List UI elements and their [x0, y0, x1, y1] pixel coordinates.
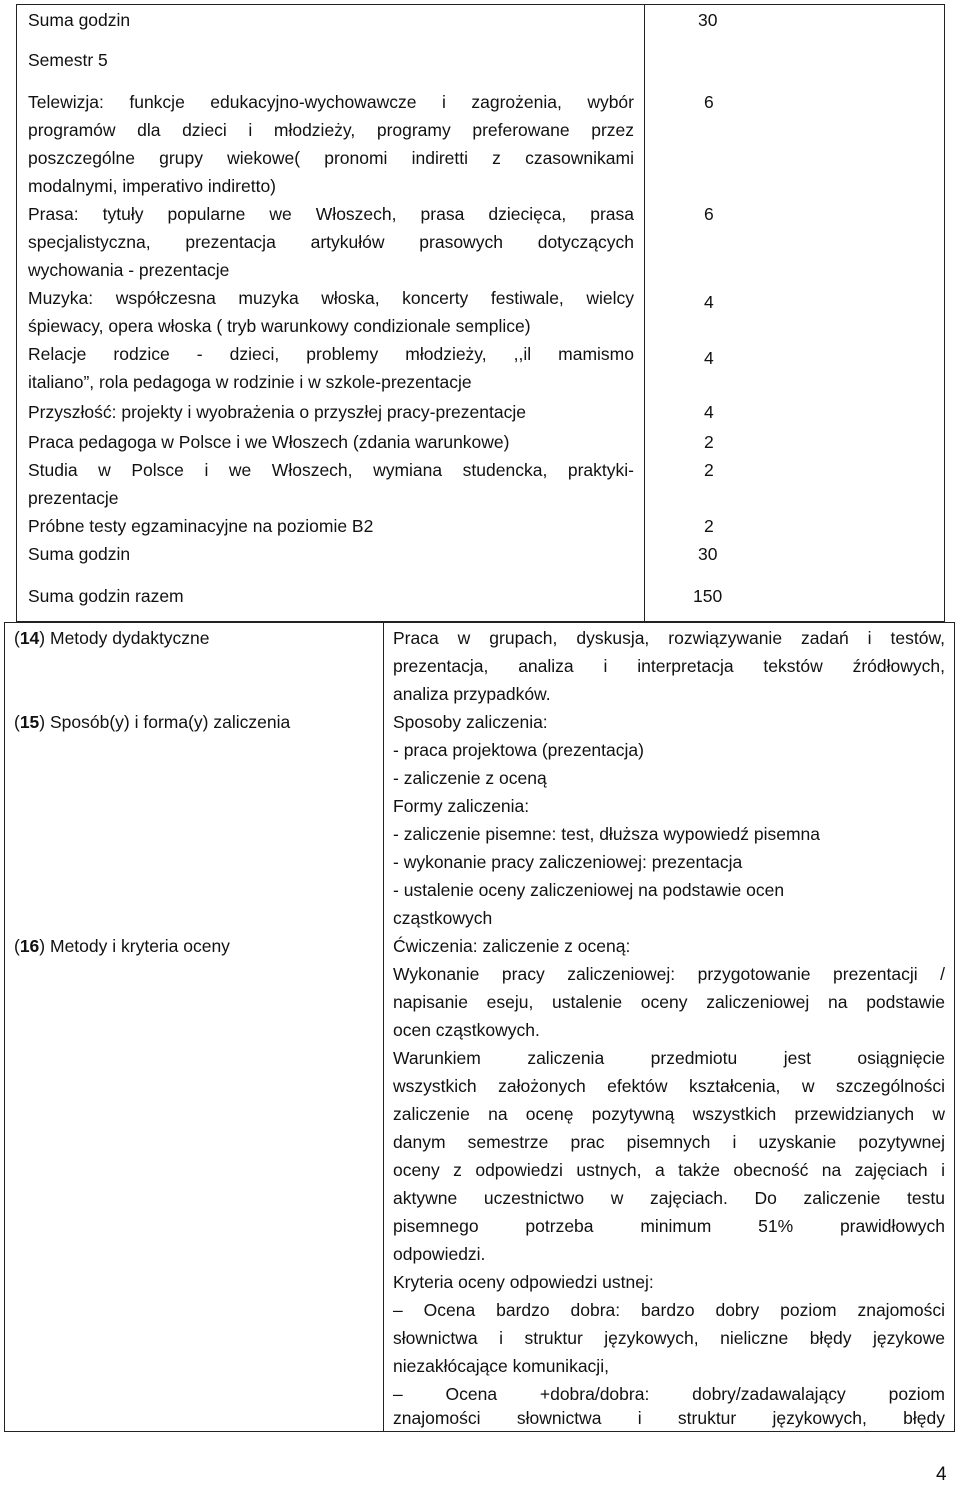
row-label: italiano”, rola pedagoga w rodzinie i w szkole-prezentacje — [28, 372, 472, 392]
section-text: aktywne uczestnictwo w zajęciach. Do zaliczenie testu — [393, 1188, 945, 1208]
row-hours: 4 — [704, 402, 714, 422]
row-hours: 4 — [704, 348, 714, 368]
top-table-border-left — [16, 4, 17, 622]
section-text: Warunkiem zaliczenia przedmiotu jest osiągnięcie — [393, 1048, 945, 1068]
row-label: specjalistyczna, prezentacja artykułów prasowych dotyczących — [28, 232, 634, 252]
row-label: Próbne testy egzaminacyjne na poziomie B2 — [28, 516, 374, 536]
section-text: oceny z odpowiedzi ustnych, a także obecność na zajęciach i — [393, 1160, 945, 1180]
row-label: Relacje rodzice - dzieci, problemy młodzieży, ,,il mamismo — [28, 344, 634, 364]
row-hours: 150 — [693, 586, 723, 606]
section-text: - zaliczenie pisemne: test, dłuższa wypowiedź pisemna — [393, 824, 820, 844]
section-title-text: Metody dydaktyczne — [50, 628, 210, 648]
section-text: - praca projektowa (prezentacja) — [393, 740, 644, 760]
row-label: Suma godzin — [28, 544, 131, 564]
row-hours: 6 — [704, 92, 714, 112]
section-title: (15) Sposób(y) i forma(y) zaliczenia — [14, 712, 291, 732]
row-hours: 6 — [704, 204, 714, 224]
section-title-text: Sposób(y) i forma(y) zaliczenia — [50, 712, 291, 732]
section-title: (16) Metody i kryteria oceny — [14, 936, 230, 956]
section-text: - zaliczenie z oceną — [393, 768, 547, 788]
row-label: poszczególne grupy wiekowe( pronomi indiretti z czasownikami — [28, 148, 634, 168]
section-title-text: Metody i kryteria oceny — [50, 936, 230, 956]
section-text: Praca w grupach, dyskusja, rozwiązywanie zadań i testów, — [393, 628, 945, 648]
row-label: programów dla dzieci i młodzieży, programy preferowane przez — [28, 120, 634, 140]
row-label: Przyszłość: projekty i wyobrażenia o przyszłej pracy-prezentacje — [28, 402, 526, 422]
section-text: Formy zaliczenia: — [393, 796, 530, 816]
section-title: (14) Metody dydaktyczne — [14, 628, 210, 648]
row-label: Prasa: tytuły popularne we Włoszech, prasa dziecięca, prasa — [28, 204, 634, 224]
section-text: słownictwa i struktur językowych, nieliczne błędy językowe — [393, 1328, 945, 1348]
section-number: 15 — [19, 712, 40, 732]
bottom-table-border-top — [4, 622, 955, 623]
top-table-border-right — [944, 4, 945, 622]
section-text: Ćwiczenia: zaliczenie z oceną: — [393, 936, 631, 956]
top-table-border-mid — [644, 4, 645, 622]
section-number: 16 — [19, 936, 40, 956]
section-number: 14 — [19, 628, 40, 648]
row-label: Studia w Polsce i we Włoszech, wymiana studencka, praktyki- — [28, 460, 634, 480]
section-text: Wykonanie pracy zaliczeniowej: przygotowanie prezentacji / — [393, 964, 945, 984]
section-text: Sposoby zaliczenia: — [393, 712, 548, 732]
row-label: Suma godzin razem — [28, 586, 184, 606]
row-label: wychowania - prezentacje — [28, 260, 230, 280]
section-text: cząstkowych — [393, 908, 493, 928]
row-hours: 4 — [704, 292, 714, 312]
section-text: analiza przypadków. — [393, 684, 551, 704]
section-text: Kryteria oceny odpowiedzi ustnej: — [393, 1272, 654, 1292]
row-hours: 30 — [698, 10, 718, 30]
section-text: niezakłócające komunikacji, — [393, 1356, 609, 1376]
row-label: Suma godzin — [28, 10, 131, 30]
row-hours: 30 — [698, 544, 718, 564]
section-text: odpowiedzi. — [393, 1244, 486, 1264]
section-text: pisemnego potrzeba minimum 51% prawidłowych — [393, 1216, 945, 1236]
bottom-table-border-left — [4, 622, 5, 1432]
row-label: Muzyka: współczesna muzyka włoska, koncerty festiwale, wielcy — [28, 288, 634, 308]
section-text: - wykonanie pracy zaliczeniowej: prezentacja — [393, 852, 743, 872]
top-table-border-top — [16, 4, 945, 5]
row-label: Praca pedagoga w Polsce i we Włoszech (zdania warunkowe) — [28, 432, 510, 452]
row-label: modalnymi, imperativo indiretto) — [28, 176, 277, 196]
row-label: Telewizja: funkcje edukacyjno-wychowawcze i zagrożenia, wybór — [28, 92, 634, 112]
section-text: - ustalenie oceny zaliczeniowej na podstawie ocen — [393, 880, 785, 900]
section-text: ocen cząstkowych. — [393, 1020, 540, 1040]
section-text: wszystkich założonych efektów kształcenia, w szczególności — [393, 1076, 945, 1096]
row-hours: 2 — [704, 460, 714, 480]
row-hours: 2 — [704, 516, 714, 536]
section-text: napisanie eseju, ustalenie oceny zaliczeniowej na podstawie — [393, 992, 945, 1012]
section-text: – Ocena bardzo dobra: bardzo dobry poziom znajomości — [393, 1300, 945, 1320]
section-text: znajomości słownictwa i struktur językowych, błędy — [393, 1408, 945, 1428]
bottom-table-border-right — [954, 622, 955, 1432]
section-text: danym semestrze prac pisemnych i uzyskanie pozytywnej — [393, 1132, 945, 1152]
section-text: prezentacja, analiza i interpretacja tekstów źródłowych, — [393, 656, 945, 676]
page-number: 4 — [936, 1464, 947, 1485]
row-label: śpiewacy, opera włoska ( tryb warunkowy condizionale semplice) — [28, 316, 531, 336]
semester-heading: Semestr 5 — [28, 50, 108, 70]
section-text: zaliczenie na ocenę pozytywną wszystkich przewidzianych w — [393, 1104, 945, 1124]
row-hours: 2 — [704, 432, 714, 452]
section-text: – Ocena +dobra/dobra: dobry/zadawalający poziom — [393, 1384, 945, 1404]
row-label: prezentacje — [28, 488, 119, 508]
bottom-table-border-mid — [383, 622, 384, 1432]
